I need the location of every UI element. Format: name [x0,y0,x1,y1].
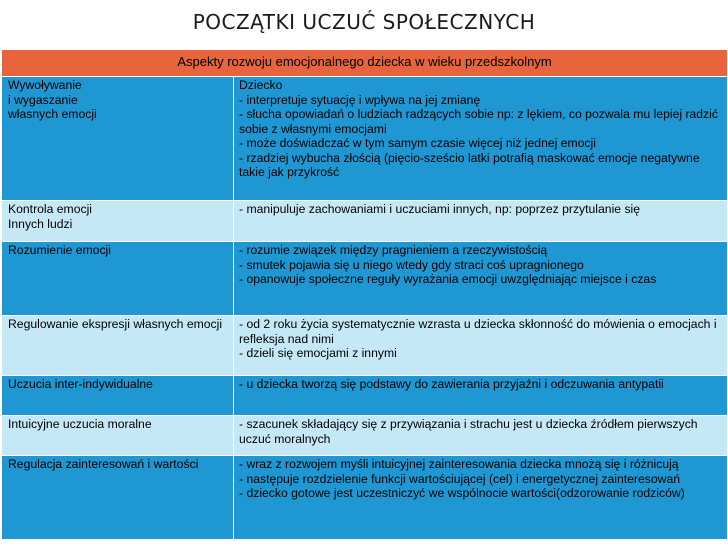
description-cell: - od 2 roku życia systematycznie wzrasta u dziecka skłonność do mówienia o emocjach i refleksja nad nimi - dzieli się emocjami z innymi [234,316,728,376]
description-cell: - manipuluje zachowaniami i uczuciami innych, np: poprzez przytulanie się [234,201,728,242]
description-cell: - u dziecka tworzą się podstawy do zawierania przyjaźni i odczuwania antypatii [234,376,728,416]
aspect-cell: Regulacja zainteresowań i wartości [2,456,234,540]
table-row [2,456,728,540]
table-row [2,242,728,316]
table-row [2,77,728,201]
page-title: POCZĄTKI UCZUĆ SPOŁECZNYCH [192,10,536,34]
description-cell: - rozumie związek między pragnieniem a rzeczywistością - smutek pojawia się u niego wtedy gdy straci coś upragnionego - opanowuje społeczne reguły wyrażania emocji uwzględniając miejsce i czas [234,242,728,316]
aspect-cell: Uczucia inter-indywidualne [2,376,234,416]
table-header: Aspekty rozwoju emocjonalnego dziecka w wieku przedszkolnym [2,50,728,77]
description-cell: Dziecko - interpretuje sytuację i wpływa na jej zmianę - słucha opowiadań o ludziach radzących sobie np: z lękiem, co pozwala mu lepiej radzić sobie z własnymi emocjami - może doświadczać w tym samym czasie więcej niż jednej emocji - rzadziej wybucha złością (pięcio-sześcio latki potrafią maskować emocje negatywne takie jak przykrość [234,77,728,201]
table-row [2,201,728,242]
description-cell: - wraz z rozwojem myśli intuicyjnej zainteresowania dziecka mnożą się i różnicują - następuje rozdzielenie funkcji wartościującej (cel) i energetycznej zainteresowań - dziecko gotowe jest uczestniczyć we wspólnocie wartości(odzorowanie rodziców) [234,456,728,540]
table-row [2,316,728,376]
aspect-cell: Wywoływanie i wygaszanie własnych emocji [2,77,234,201]
table-row [2,416,728,456]
table-row [2,376,728,416]
table-header-row [2,50,728,77]
aspects-table [1,49,728,540]
aspect-cell: Kontrola emocji Innych ludzi [2,201,234,242]
aspect-cell: Intuicyjne uczucia moralne [2,416,234,456]
description-cell: - szacunek składający się z przywiązania i strachu jest u dziecka źródłem pierwszych uczuć moralnych [234,416,728,456]
aspect-cell: Rozumienie emocji [2,242,234,316]
aspect-cell: Regulowanie ekspresji własnych emocji [2,316,234,376]
